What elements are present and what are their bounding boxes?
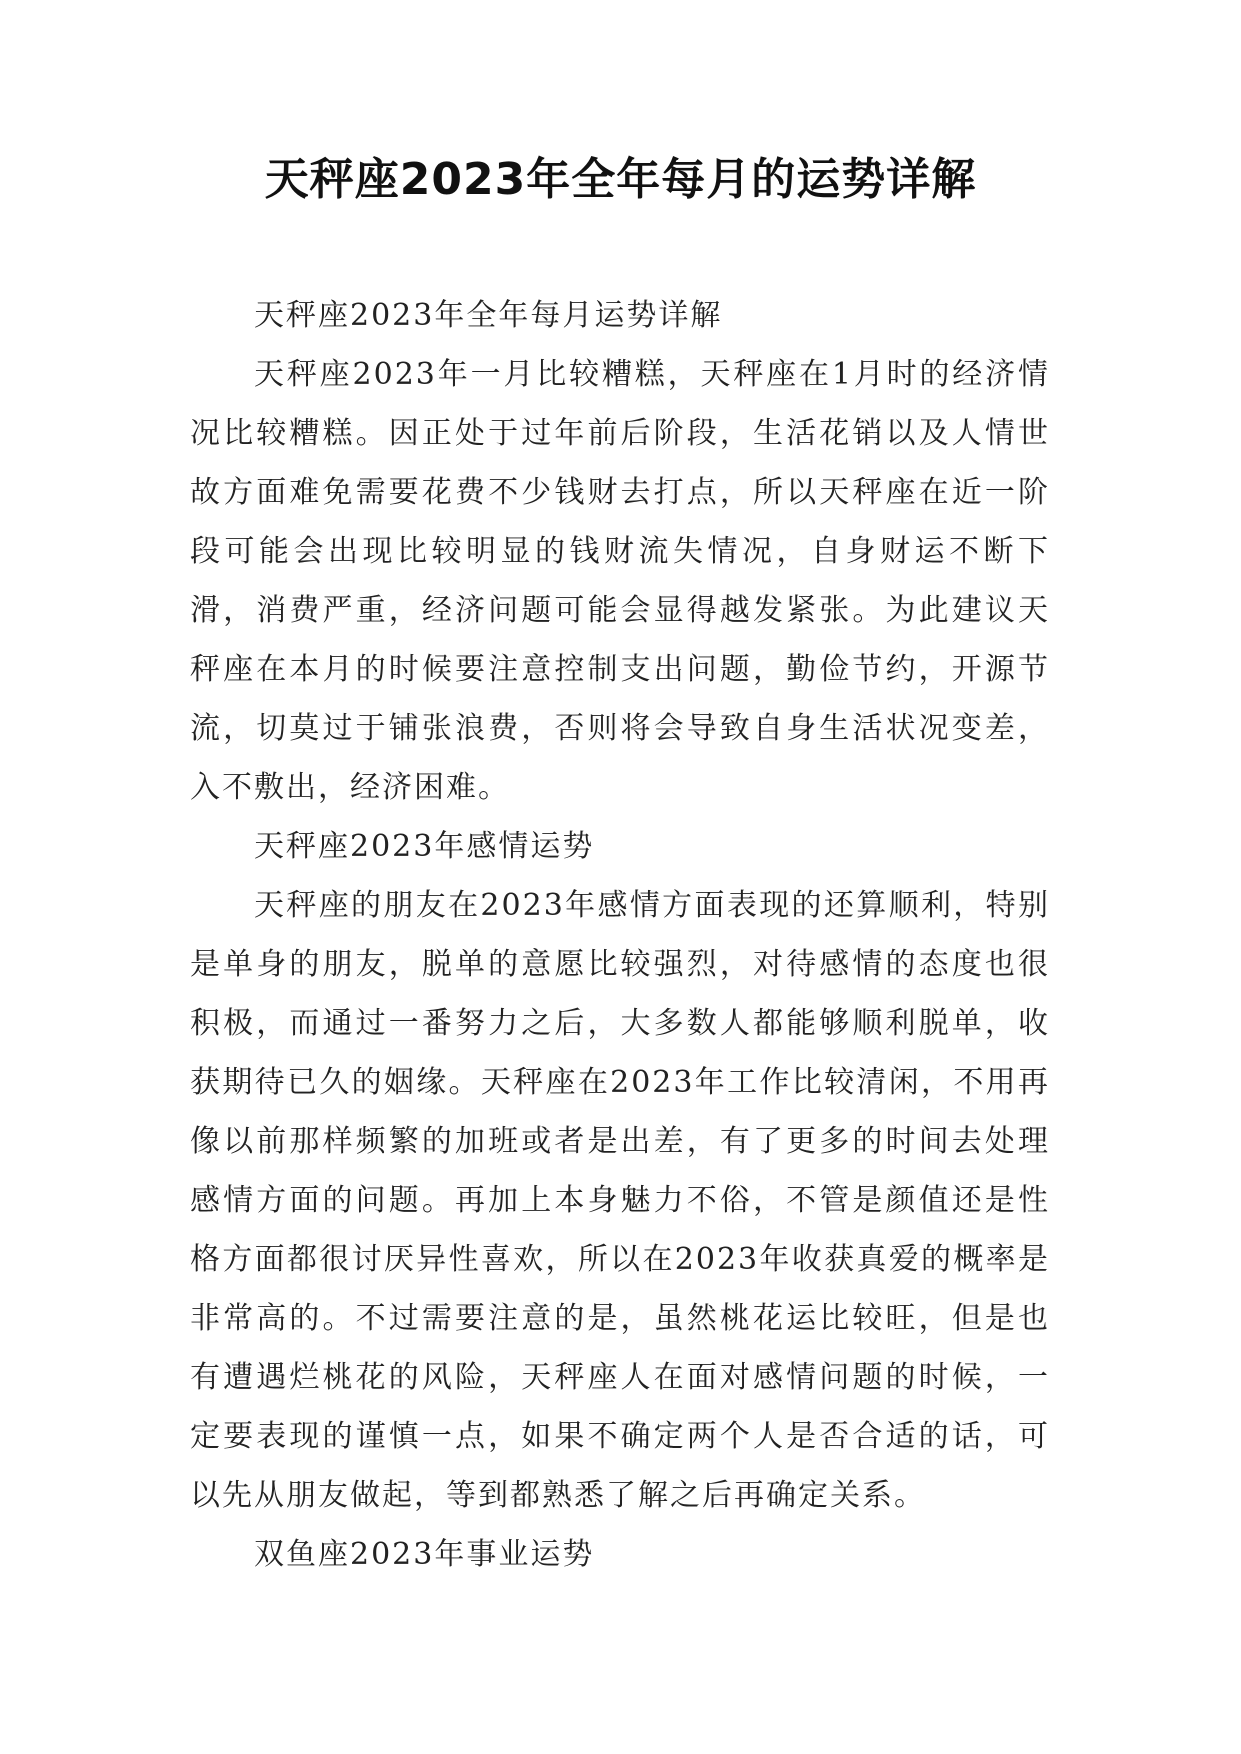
paragraph-subtitle: 天秤座2023年全年每月运势详解 — [254, 298, 723, 333]
paragraph-love-heading: 天秤座2023年感情运势 — [254, 829, 595, 864]
paragraph-love: 天秤座的朋友在2023年感情方面表现的还算顺利，特别是单身的朋友，脱单的意愿比较强烈，对待感情的态度也很积极，而通过一番努力之后，大多数人都能够顺利脱单，收获期待已久的姻缘。天秤座在2023年工作比较清闲，不用再像以前那样频繁的加班或者是出差，有了更多的时间去处理感情方面的问题。再加上本身魅力不俗，不管是颜值还是性格方面都很讨厌异性喜欢，所以在2023年收获真爱的概率是非常高的。不过需要注意的是，虽然桃花运比较旺，但是也有遭遇烂桃花的风险，天秤座人在面对感情问题的时候，一定要表现的谨慎一点，如果不确定两个人是否合适的话，可以先从朋友做起，等到都熟悉了解之后再确定关系。 — [190, 888, 1050, 1513]
document-title: 天秤座2023年全年每月的运势详解 — [264, 154, 977, 205]
document-body — [190, 286, 1050, 1584]
paragraph-january: 天秤座2023年一月比较糟糕，天秤座在1月时的经济情况比较糟糕。因正处于过年前后阶段，生活花销以及人情世故方面难免需要花费不少钱财去打点，所以天秤座在近一阶段可能会出现比较明显的钱财流失情况，自身财运不断下滑，消费严重，经济问题可能会显得越发紧张。为此建议天秤座在本月的时候要注意控制支出问题，勤俭节约，开源节流，切莫过于铺张浪费，否则将会导致自身生活状况变差，入不敷出，经济困难。 — [190, 357, 1050, 805]
paragraph-career-heading: 双鱼座2023年事业运势 — [254, 1537, 595, 1572]
